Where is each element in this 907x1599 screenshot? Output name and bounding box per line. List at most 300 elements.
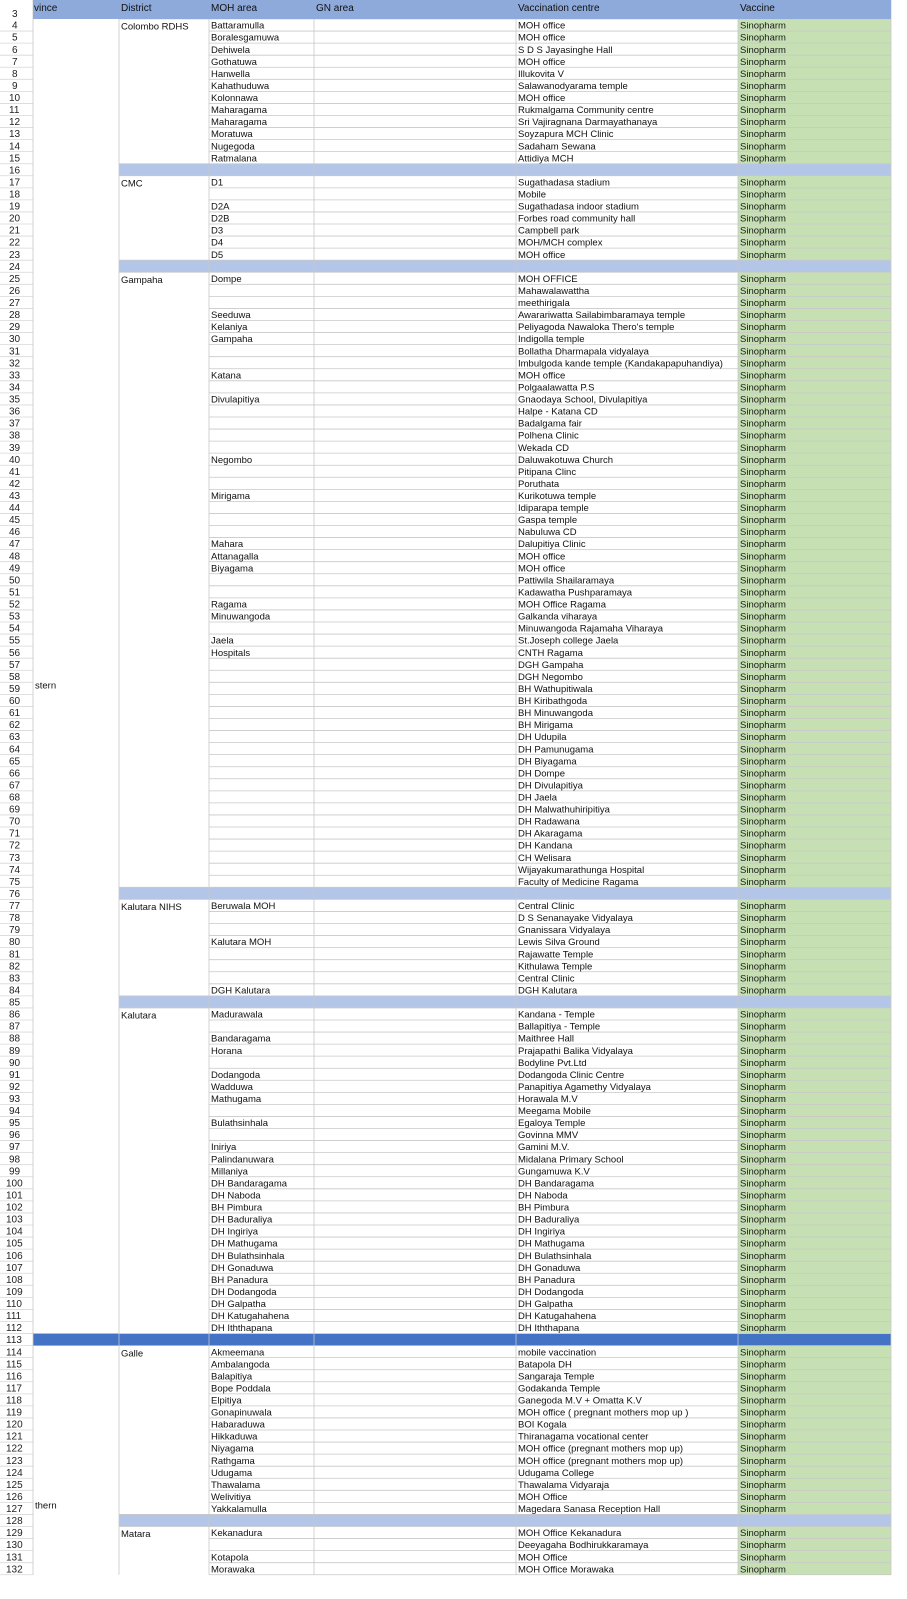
vaccination-centre-cell[interactable]: Ganegoda M.V + Omatta K.V — [518, 1395, 642, 1407]
moh-area-cell[interactable]: Dehiwela — [211, 44, 251, 56]
row-number: 102 — [6, 1202, 23, 1214]
vaccination-centre-cell[interactable]: MOH office (pregnant mothers mop up) — [518, 1443, 684, 1455]
province-label[interactable]: thern — [35, 1500, 57, 1512]
vaccination-centre-cell[interactable]: Kurikotuwa temple — [518, 491, 597, 502]
moh-area-cell[interactable]: BH Pimbura — [211, 1202, 263, 1214]
vaccination-centre-cell[interactable]: Kandana - Temple — [518, 1009, 595, 1021]
row-number: 48 — [9, 551, 21, 563]
moh-area-cell[interactable]: Battaramulla — [211, 20, 265, 32]
vaccination-centre-cell[interactable]: Awarariwatta Sailabimbaramaya temple — [518, 310, 686, 322]
row-number: 107 — [6, 1262, 23, 1274]
vaccination-centre-cell[interactable]: MOH Office Ragama — [518, 599, 606, 611]
vaccination-centre-cell[interactable]: Egaloya Temple — [518, 1118, 586, 1130]
row-number: 73 — [9, 852, 21, 864]
row-number: 52 — [9, 599, 21, 611]
row-number: 80 — [9, 937, 21, 949]
vaccination-centre-cell[interactable]: MOH office — [518, 551, 566, 563]
vaccination-centre-cell[interactable]: BH Kiribathgoda — [518, 696, 588, 708]
vaccination-centre-cell[interactable]: Rukmalgama Community centre — [518, 105, 654, 117]
vaccination-centre-cell[interactable]: Gnaodaya School, Divulapitiya — [518, 394, 648, 406]
vaccination-centre-cell[interactable]: DH Bulathsinhala — [518, 1250, 592, 1262]
vaccination-centre-cell[interactable]: DH Jaela — [518, 792, 558, 804]
moh-area-cell[interactable]: Morawaka — [211, 1564, 255, 1576]
vaccine-text: Sinopharm — [740, 93, 786, 105]
vaccine-text: Sinopharm — [740, 1431, 786, 1443]
moh-area-cell[interactable]: DH Mathugama — [211, 1238, 278, 1250]
moh-area-cell[interactable]: D5 — [211, 249, 224, 261]
vaccine-text: Sinopharm — [740, 1178, 786, 1190]
moh-area-cell[interactable]: Udugama — [211, 1467, 253, 1479]
vaccination-centre-cell[interactable]: Nabuluwa CD — [518, 527, 577, 539]
moh-area-cell[interactable]: Niyagama — [211, 1443, 254, 1455]
row-number: 112 — [6, 1323, 22, 1335]
vaccination-centre-cell[interactable]: Kithulawa Temple — [518, 961, 593, 973]
vaccination-centre-cell[interactable]: Idiparapa temple — [518, 503, 589, 515]
vaccination-centre-cell[interactable]: DH Gonaduwa — [518, 1262, 581, 1274]
vaccination-centre-cell[interactable]: DH Akaragama — [518, 828, 583, 840]
vaccine-text: Sinopharm — [740, 1033, 786, 1045]
vaccination-centre-cell[interactable]: DH Bandaragama — [518, 1178, 595, 1190]
district-cell[interactable]: Colombo RDHS — [121, 21, 189, 33]
vaccination-centre-cell[interactable]: Poruthata — [518, 478, 560, 490]
vaccine-text: Sinopharm — [740, 515, 786, 527]
vaccination-centre-cell[interactable]: Forbes road community hall — [518, 213, 636, 225]
vaccine-text: Sinopharm — [740, 334, 786, 346]
row-number: 72 — [9, 840, 21, 852]
vaccination-centre-cell[interactable]: CH Welisara — [518, 852, 572, 864]
moh-area-cell[interactable]: DH Bulathsinhala — [211, 1250, 285, 1262]
vaccination-centre-cell[interactable]: DH Kandana — [518, 840, 573, 852]
vaccination-centre-cell[interactable]: CNTH Ragama — [518, 647, 583, 659]
vaccination-centre-cell[interactable]: MOH office — [518, 20, 566, 32]
moh-area-cell[interactable]: BH Panadura — [211, 1274, 269, 1286]
vaccine-text: Sinopharm — [740, 840, 786, 852]
vaccine-text: Sinopharm — [740, 1262, 786, 1274]
moh-area-cell[interactable]: Divulapitiya — [211, 394, 260, 406]
moh-area-cell[interactable]: Boralesgamuwa — [211, 32, 280, 44]
moh-area-cell[interactable]: Seeduwa — [211, 310, 251, 322]
vaccination-centre-cell[interactable]: MOH office — [518, 56, 566, 68]
moh-area-cell[interactable]: Palindanuwara — [211, 1154, 274, 1166]
vaccination-centre-cell[interactable]: Dalupitiya Clinic — [518, 539, 586, 551]
vaccination-centre-cell[interactable]: Sangaraja Temple — [518, 1371, 595, 1383]
row-number: 83 — [9, 973, 21, 985]
vaccination-centre-cell[interactable]: Ballapitiya - Temple — [518, 1021, 601, 1033]
vaccination-centre-cell[interactable]: Attidiya MCH — [518, 153, 574, 165]
vaccination-centre-cell[interactable]: Kadawatha Pushparamaya — [518, 587, 633, 599]
row-number: 17 — [9, 177, 21, 189]
vaccination-centre-cell[interactable]: Sri Vajiragnana Darmayathanaya — [518, 117, 658, 129]
moh-area-cell[interactable]: Minuwangoda — [211, 611, 271, 623]
row-number: 93 — [9, 1094, 21, 1105]
vaccination-centre-cell[interactable]: Polhena Clinic — [518, 430, 579, 442]
moh-area-cell[interactable]: Welivitiya — [211, 1491, 251, 1503]
vaccination-centre-cell[interactable]: MOH Office — [518, 1491, 568, 1503]
province-separator — [33, 1334, 119, 1346]
vaccination-centre-cell[interactable]: Pattiwila Shailaramaya — [518, 575, 615, 587]
moh-area-cell[interactable]: Hikkaduwa — [211, 1431, 258, 1443]
vaccination-centre-cell[interactable]: MOH office — [518, 93, 566, 105]
vaccination-centre-cell[interactable]: BH Minuwangoda — [518, 708, 593, 720]
district-cell[interactable]: Matara — [121, 1529, 151, 1541]
vaccination-centre-cell[interactable]: DGH Kalutara — [518, 985, 578, 997]
moh-area-cell[interactable]: DH Gonaduwa — [211, 1262, 274, 1274]
vaccination-centre-cell[interactable]: Magedara Sanasa Reception Hall — [518, 1504, 661, 1516]
moh-area-cell[interactable]: DH Iththapana — [211, 1323, 273, 1335]
vaccination-centre-cell[interactable]: Sadaham Sewana — [518, 141, 596, 153]
district-cell[interactable]: Kalutara NIHS — [121, 902, 182, 914]
row-number: 75 — [9, 876, 21, 888]
moh-area-cell[interactable]: Akmeemana — [211, 1347, 265, 1359]
moh-area-cell[interactable]: Kolonnawa — [211, 93, 259, 105]
vaccination-centre-cell[interactable]: Dodangoda Clinic Centre — [518, 1069, 625, 1081]
row-number: 10 — [9, 93, 21, 105]
district-cell[interactable]: Gampaha — [121, 274, 163, 286]
vaccine-text: Sinopharm — [740, 539, 786, 551]
row-number: 103 — [6, 1214, 23, 1226]
moh-area-cell[interactable]: DH Bandaragama — [211, 1178, 288, 1190]
vaccination-centre-cell[interactable]: Polgaalawatta P.S — [518, 382, 595, 394]
vaccination-centre-cell[interactable]: BOI Kogala — [518, 1419, 567, 1431]
row-number: 21 — [9, 225, 21, 237]
row-number: 23 — [9, 249, 21, 261]
vaccination-centre-cell[interactable]: Govinna MMV — [518, 1130, 579, 1142]
row-number: 11 — [9, 105, 20, 117]
vaccination-centre-cell[interactable]: Prajapathi Balika Vidyalaya — [518, 1045, 633, 1057]
vaccine-text: Sinopharm — [740, 937, 786, 949]
row-number: 60 — [9, 696, 21, 708]
moh-area-cell[interactable]: Hanwella — [211, 68, 251, 80]
header-vaccine[interactable]: Vaccine — [740, 3, 775, 14]
moh-area-cell[interactable]: Mirigama — [211, 491, 251, 502]
vaccination-centre-cell[interactable]: MOH Office Morawaka — [518, 1564, 614, 1576]
moh-area-cell[interactable]: DH Galpatha — [211, 1299, 266, 1311]
vaccination-centre-cell[interactable]: Thiranagama vocational center — [518, 1431, 649, 1443]
row-number: 111 — [6, 1311, 22, 1323]
vaccination-centre-cell[interactable]: Gamini M.V. — [518, 1142, 570, 1154]
row-number: 61 — [9, 708, 21, 720]
vaccination-centre-cell[interactable]: Daluwakotuwa Church — [518, 454, 614, 466]
vaccination-centre-cell[interactable]: Mahawalawattha — [518, 285, 590, 297]
vaccine-text: Sinopharm — [740, 273, 786, 285]
vaccination-centre-cell[interactable]: MOH Office — [518, 1552, 568, 1564]
moh-area-cell[interactable]: D4 — [211, 237, 224, 249]
vaccination-centre-cell[interactable]: Maithree Hall — [518, 1033, 574, 1045]
vaccination-centre-cell[interactable]: MOH office — [518, 563, 566, 575]
vaccination-centre-cell[interactable]: DGH Negombo — [518, 671, 583, 683]
vaccination-centre-cell[interactable]: Central Clinic — [518, 973, 575, 985]
vaccination-centre-cell[interactable]: Midalana Primary School — [518, 1154, 624, 1166]
moh-area-cell[interactable]: Maharagama — [211, 105, 267, 117]
moh-area-cell[interactable]: Ratmalana — [211, 153, 257, 165]
moh-area-cell[interactable]: Mahara — [211, 539, 244, 551]
section-separator — [119, 260, 891, 272]
row-number: 24 — [9, 261, 21, 273]
moh-area-cell[interactable]: Attanagalla — [211, 551, 259, 563]
vaccination-centre-cell[interactable]: Udugama College — [518, 1467, 595, 1479]
vaccination-centre-cell[interactable]: DH Mathugama — [518, 1238, 585, 1250]
vaccination-centre-cell[interactable]: DGH Gampaha — [518, 659, 584, 671]
row-number: 45 — [9, 515, 21, 527]
vaccination-centre-cell[interactable]: Horawala M.V — [518, 1094, 578, 1105]
moh-area-cell[interactable]: DH Katugahahena — [211, 1311, 290, 1323]
vaccination-centre-cell[interactable]: Batapola DH — [518, 1359, 572, 1371]
vaccination-centre-cell[interactable]: Pitipana Clinc — [518, 466, 577, 478]
vaccination-centre-cell[interactable]: Sugathadasa indoor stadium — [518, 201, 639, 213]
row-number: 91 — [9, 1069, 21, 1081]
vaccination-centre-cell[interactable]: MOH office — [518, 32, 566, 44]
moh-area-cell[interactable]: Gonapinuwala — [211, 1407, 272, 1419]
vaccine-text: Sinopharm — [740, 358, 786, 370]
moh-area-cell[interactable]: Millaniya — [211, 1166, 248, 1178]
vaccination-centre-cell[interactable]: DH Katugahahena — [518, 1311, 597, 1323]
row-number: 14 — [9, 141, 21, 153]
moh-area-cell[interactable]: DH Baduraliya — [211, 1214, 273, 1226]
moh-area-cell[interactable]: Iniriya — [211, 1142, 237, 1154]
vaccine-text: Sinopharm — [740, 708, 786, 720]
moh-area-cell[interactable]: Gothatuwa — [211, 56, 257, 68]
vaccination-centre-cell[interactable]: DH Baduraliya — [518, 1214, 580, 1226]
moh-area-cell[interactable]: DGH Kalutara — [211, 985, 271, 997]
row-number: 33 — [9, 370, 21, 382]
vaccination-centre-cell[interactable]: BH Wathupitiwala — [518, 683, 593, 695]
vaccine-text: Sinopharm — [740, 949, 786, 961]
moh-area-cell[interactable]: Ambalangoda — [211, 1359, 270, 1371]
header-vaccination-centre[interactable]: Vaccination centre — [518, 3, 600, 14]
vaccination-centre-cell[interactable]: MOH office (pregnant mothers mop up) — [518, 1455, 684, 1467]
moh-area-cell[interactable]: Negombo — [211, 454, 253, 466]
moh-area-cell[interactable]: Dompe — [211, 273, 242, 285]
moh-area-cell[interactable]: Maharagama — [211, 117, 267, 129]
moh-area-cell[interactable]: D2A — [211, 201, 230, 213]
vaccination-centre-cell[interactable]: Bodyline Pvt.Ltd — [518, 1057, 587, 1069]
row-number: 65 — [9, 756, 21, 768]
vaccination-centre-cell[interactable]: Mobile — [518, 189, 546, 201]
row-number: 69 — [9, 804, 21, 816]
moh-area-cell[interactable]: Rathgama — [211, 1455, 255, 1467]
vaccination-centre-cell[interactable]: meethirigala — [518, 298, 570, 310]
row-number: 100 — [6, 1178, 23, 1190]
moh-area-cell[interactable]: Bulathsinhala — [211, 1118, 269, 1130]
vaccination-centre-cell[interactable]: MOH Office Kekanadura — [518, 1528, 622, 1540]
vaccination-centre-cell[interactable]: mobile vaccination — [518, 1347, 597, 1359]
vaccination-centre-cell[interactable]: Wijayakumarathunga Hospital — [518, 864, 645, 876]
moh-area-cell[interactable]: Gampaha — [211, 334, 253, 346]
moh-area-cell[interactable]: Nugegoda — [211, 141, 255, 153]
vaccination-centre-cell[interactable]: Bollatha Dharmapala vidyalaya — [518, 346, 649, 358]
vaccination-centre-cell[interactable]: DH Udupila — [518, 732, 567, 744]
vaccination-centre-cell[interactable]: Central Clinic — [518, 901, 575, 913]
vaccination-centre-cell[interactable]: Gnanissara Vidyalaya — [518, 925, 611, 937]
moh-area-cell[interactable]: Habaraduwa — [211, 1419, 265, 1431]
vaccination-centre-cell[interactable]: DH Malwathuhiripitiya — [518, 804, 610, 816]
moh-area-cell[interactable]: Kahathuduwa — [211, 80, 270, 92]
vaccination-centre-cell[interactable]: Rajawatte Temple — [518, 949, 594, 961]
vaccine-text: Sinopharm — [740, 1142, 786, 1154]
moh-area-cell[interactable]: DH Naboda — [211, 1190, 261, 1202]
vaccination-centre-cell[interactable]: DH Pamunugama — [518, 744, 594, 756]
vaccination-centre-cell[interactable]: Deeyagaha Bodhirukkaramaya — [518, 1540, 649, 1552]
moh-area-cell[interactable]: Beruwala MOH — [211, 901, 276, 913]
vaccine-text: Sinopharm — [740, 744, 786, 756]
vaccine-text: Sinopharm — [740, 527, 786, 539]
moh-area-cell[interactable]: D1 — [211, 177, 224, 189]
vaccination-centre-cell[interactable]: Salawanodyarama temple — [518, 80, 628, 92]
vaccination-centre-cell[interactable]: St.Joseph college Jaela — [518, 635, 619, 647]
moh-area-cell[interactable]: Elpitiya — [211, 1395, 242, 1407]
vaccination-centre-cell[interactable]: DH Galpatha — [518, 1299, 573, 1311]
vaccination-centre-cell[interactable]: DH Dodangoda — [518, 1286, 584, 1298]
vaccination-centre-cell[interactable]: Imbulgoda kande temple (Kandakapapuhandiya) — [518, 358, 723, 370]
moh-area-cell[interactable]: Jaela — [211, 635, 234, 647]
moh-area-cell[interactable]: Madurawala — [211, 1009, 263, 1021]
vaccination-centre-cell[interactable]: Campbell park — [518, 225, 580, 237]
vaccine-text: Sinopharm — [740, 732, 786, 744]
row-number: 34 — [9, 382, 21, 394]
vaccination-centre-cell[interactable]: Peliyagoda Nawaloka Thero's temple — [518, 322, 675, 334]
moh-area-cell[interactable]: Kalutara MOH — [211, 937, 272, 949]
vaccine-text: Sinopharm — [740, 1504, 786, 1516]
vaccination-centre-cell[interactable]: MOH OFFICE — [518, 273, 578, 285]
vaccination-centre-cell[interactable]: Sugathadasa stadium — [518, 177, 610, 189]
moh-area-cell[interactable]: Katana — [211, 370, 242, 382]
vaccination-centre-cell[interactable]: Gaspa temple — [518, 515, 578, 527]
vaccine-text: Sinopharm — [740, 816, 786, 828]
vaccine-text: Sinopharm — [740, 1467, 786, 1479]
moh-area-cell[interactable]: Mathugama — [211, 1094, 262, 1105]
vaccination-centre-cell[interactable]: Godakanda Temple — [518, 1383, 601, 1395]
row-number: 4 — [12, 20, 18, 32]
row-number: 12 — [9, 117, 21, 129]
moh-area-cell[interactable]: Horana — [211, 1045, 243, 1057]
moh-area-cell[interactable]: Kekanadura — [211, 1528, 263, 1540]
vaccine-text: Sinopharm — [740, 177, 786, 189]
row-number: 101 — [6, 1190, 23, 1202]
vaccination-centre-cell[interactable]: Galkanda viharaya — [518, 611, 598, 623]
vaccine-text: Sinopharm — [740, 310, 786, 322]
vaccination-centre-cell[interactable]: Halpe - Katana CD — [518, 406, 598, 418]
header-gn-area[interactable]: GN area — [316, 3, 354, 14]
moh-area-cell[interactable]: Hospitals — [211, 647, 251, 659]
vaccine-text: Sinopharm — [740, 864, 786, 876]
header-moh-area[interactable]: MOH area — [211, 3, 258, 14]
row-number: 86 — [9, 1009, 21, 1021]
row-number: 16 — [9, 165, 21, 177]
row-number: 106 — [6, 1250, 23, 1262]
moh-area-cell[interactable]: Dodangoda — [211, 1069, 261, 1081]
vaccination-centre-cell[interactable]: Gungamuwa K.V — [518, 1166, 590, 1178]
moh-area-cell[interactable]: Wadduwa — [211, 1081, 253, 1093]
row-number: 29 — [9, 322, 21, 334]
vaccine-text: Sinopharm — [740, 647, 786, 659]
vaccination-centre-cell[interactable]: DH Divulapitiya — [518, 780, 583, 792]
moh-area-cell[interactable]: Biyagama — [211, 563, 254, 575]
vaccination-centre-cell[interactable]: MOH office — [518, 249, 566, 261]
vaccine-text: Sinopharm — [740, 430, 786, 442]
vaccination-centre-cell[interactable]: DH Dompe — [518, 768, 565, 780]
row-number: 105 — [6, 1238, 23, 1250]
vaccine-text: Sinopharm — [740, 1166, 786, 1178]
row-number: 78 — [9, 913, 21, 925]
vaccine-text: Sinopharm — [740, 1479, 786, 1491]
moh-area-cell[interactable]: Kelaniya — [211, 322, 248, 334]
vaccine-text: Sinopharm — [740, 1540, 786, 1552]
vaccination-centre-cell[interactable]: Indigolla temple — [518, 334, 585, 346]
header-province[interactable]: vince — [34, 3, 58, 14]
vaccination-centre-cell[interactable]: DH Iththapana — [518, 1323, 580, 1335]
vaccination-centre-cell[interactable]: MOH/MCH complex — [518, 237, 603, 249]
district-cell[interactable]: CMC — [121, 178, 143, 190]
vaccination-centre-cell[interactable]: MOH office — [518, 370, 566, 382]
row-number: 113 — [6, 1335, 22, 1347]
vaccination-centre-cell[interactable]: Minuwangoda Rajamaha Viharaya — [518, 623, 664, 635]
vaccination-centre-cell[interactable]: BH Pimbura — [518, 1202, 570, 1214]
vaccine-text: Sinopharm — [740, 249, 786, 261]
moh-area-cell[interactable]: Bope Poddala — [211, 1383, 271, 1395]
district-cell[interactable]: Kalutara — [121, 1010, 157, 1022]
vaccine-text: Sinopharm — [740, 298, 786, 310]
vaccination-centre-cell[interactable]: D S Senanayake Vidyalaya — [518, 913, 633, 925]
vaccination-centre-cell[interactable]: Lewis Silva Ground — [518, 937, 600, 949]
vaccine-text: Sinopharm — [740, 1021, 786, 1033]
moh-area-cell[interactable]: Thawalama — [211, 1479, 261, 1491]
vaccination-centre-cell[interactable]: S D S Jayasinghe Hall — [518, 44, 613, 56]
header-district[interactable]: District — [121, 3, 152, 14]
moh-area-cell[interactable]: Balapitiya — [211, 1371, 253, 1383]
province-label[interactable]: stern — [35, 680, 57, 692]
vaccination-centre-cell[interactable]: DH Ingiriya — [518, 1226, 565, 1238]
moh-area-cell[interactable]: D3 — [211, 225, 224, 237]
vaccination-centre-cell[interactable]: Wekada CD — [518, 442, 570, 454]
vaccination-centre-cell[interactable]: Illukovita V — [518, 68, 564, 80]
vaccine-text: Sinopharm — [740, 285, 786, 297]
vaccine-text: Sinopharm — [740, 1154, 786, 1166]
vaccine-text: Sinopharm — [740, 105, 786, 117]
moh-area-cell[interactable]: Bandaragama — [211, 1033, 271, 1045]
moh-area-cell[interactable]: Moratuwa — [211, 129, 253, 141]
moh-area-cell[interactable]: Yakkalamulla — [211, 1504, 267, 1516]
vaccination-centre-cell[interactable]: DH Naboda — [518, 1190, 568, 1202]
vaccination-centre-cell[interactable]: MOH office ( pregnant mothers mop up ) — [518, 1407, 689, 1419]
moh-area-cell[interactable]: Kotapola — [211, 1552, 249, 1564]
vaccine-text: Sinopharm — [740, 129, 786, 141]
vaccination-centre-cell[interactable]: BH Panadura — [518, 1274, 576, 1286]
moh-area-cell[interactable]: DH Ingiriya — [211, 1226, 258, 1238]
section-separator — [119, 887, 891, 899]
section-separator — [119, 1514, 891, 1526]
moh-area-cell[interactable]: D2B — [211, 213, 230, 225]
vaccine-text: Sinopharm — [740, 1226, 786, 1238]
vaccination-centre-cell[interactable]: BH Mirigama — [518, 720, 573, 732]
row-number: 129 — [6, 1528, 23, 1540]
vaccination-centre-cell[interactable]: Meegama Mobile — [518, 1106, 591, 1118]
moh-area-cell[interactable]: Ragama — [211, 599, 247, 611]
vaccination-centre-cell[interactable]: DH Radawana — [518, 816, 580, 828]
vaccination-centre-cell[interactable]: DH Biyagama — [518, 756, 577, 768]
district-cell[interactable]: Galle — [121, 1348, 144, 1360]
vaccination-centre-cell[interactable]: Badalgama fair — [518, 418, 582, 430]
vaccination-centre-cell[interactable]: Panapitiya Agamethy Vidyalaya — [518, 1081, 651, 1093]
row-number: 120 — [6, 1419, 23, 1431]
vaccination-centre-cell[interactable]: Faculty of Medicine Ragama — [518, 876, 639, 888]
moh-area-cell[interactable]: DH Dodangoda — [211, 1286, 277, 1298]
vaccine-text: Sinopharm — [740, 1443, 786, 1455]
row-number: 22 — [9, 237, 21, 249]
vaccination-centre-cell[interactable]: Soyzapura MCH Clinic — [518, 129, 614, 141]
vaccination-centre-cell[interactable]: Thawalama Vidyaraja — [518, 1479, 610, 1491]
row-number: 115 — [6, 1359, 22, 1371]
row-number: 71 — [9, 828, 21, 840]
